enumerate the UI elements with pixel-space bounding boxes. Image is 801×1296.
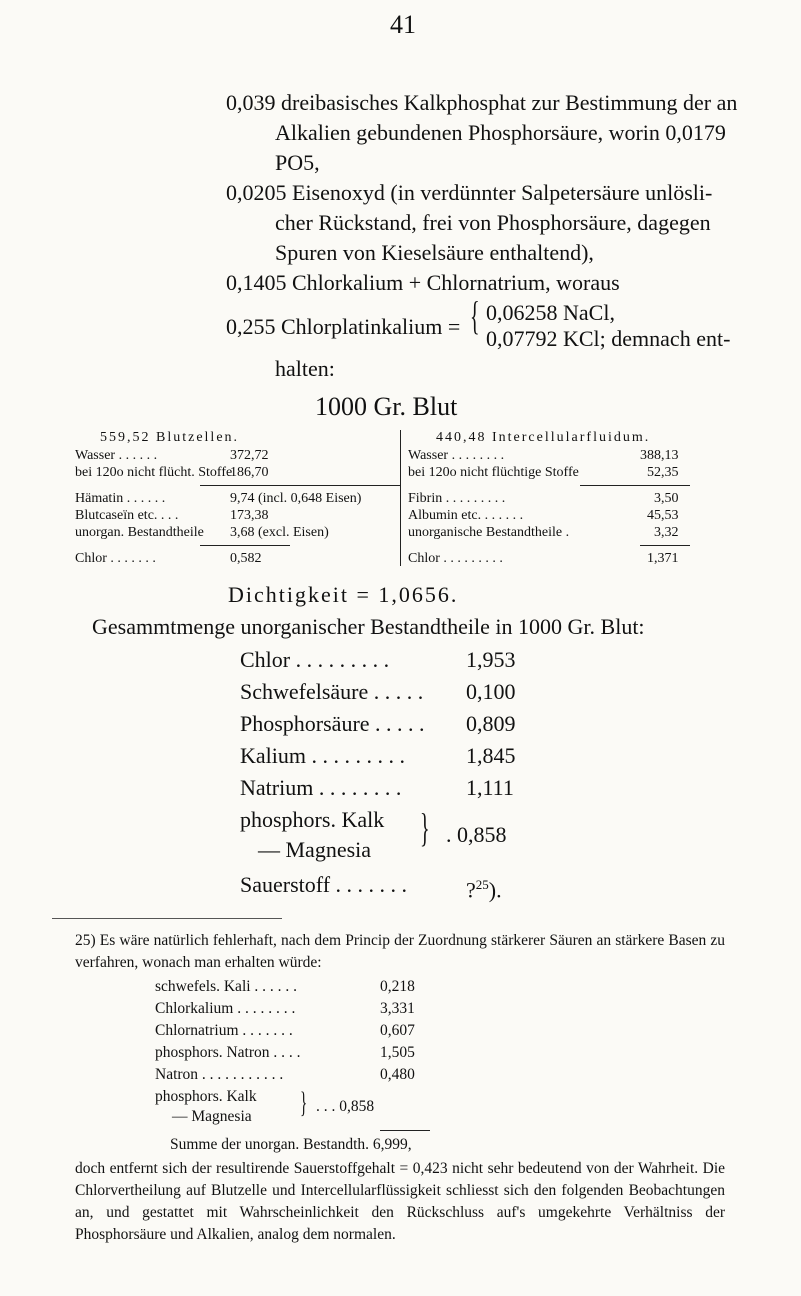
fn-label: Chlorkalium . . . . . . . .: [155, 1000, 296, 1017]
table-cell: bei 120o nicht flüchtige Stoffe: [408, 465, 579, 480]
fn-value: 1,505: [380, 1044, 415, 1061]
fn-phos-value: . . . 0,858: [316, 1098, 375, 1115]
table-cell: 3,68 (excl. Eisen): [230, 525, 329, 540]
text-line: PO5,: [275, 150, 320, 175]
sum-rule: [380, 1130, 430, 1131]
density-line: Dichtigkeit = 1,0656.: [228, 582, 459, 607]
footnote-ref: 25: [475, 877, 489, 892]
table-right-title: 440,48 Intercellularfluidum.: [436, 430, 651, 445]
totals-heading: Gesammtmenge unorganischer Bestandtheile in 1000 Gr. Blut:: [92, 614, 645, 639]
oxygen-tail: ).: [488, 877, 502, 903]
oxygen-label: Sauerstoff . . . . . . .: [240, 872, 408, 897]
fn-label: phosphors. Natron . . . .: [155, 1044, 301, 1061]
table-divider: [400, 430, 401, 566]
brace-icon: }: [420, 805, 430, 850]
totals-value: 1,953: [466, 647, 516, 672]
totals-value: 1,845: [466, 743, 516, 768]
chlorplatin-upper: 0,06258 NaCl,: [486, 300, 615, 325]
fn-value: 3,331: [380, 1000, 415, 1017]
oxygen-q: ?: [466, 877, 476, 903]
fn-value: 0,607: [380, 1022, 415, 1039]
table-rule: [580, 485, 690, 486]
text-line: cher Rückstand, frei von Phosphorsäure, dagegen: [275, 210, 711, 235]
footnote-intro: 25) Es wäre natürlich fehlerhaft, nach dem Princip der Zuordnung stärkerer Säuren an stärkere Basen zu verfahren, wonach man erhalten würde:: [75, 932, 725, 971]
table-cell: unorganische Bestandtheile .: [408, 525, 570, 540]
page-number: 41: [390, 10, 416, 39]
footnote-end: doch entfernt sich der resultirende Sauerstoffgehalt = 0,423 nicht sehr bedeutend von der Wahrheit. Die Chlorvertheilung auf Blutzelle und Intercellularflüssigkeit schliesst sich den folgenden Beobachtungen an, und gestattet mit Wahrscheinlichkeit den Rückschluss auf's umgekehrte Verhältniss der Phosphorsäure und Alkalien, analog dem normalen.: [75, 1160, 725, 1243]
table-cell: Wasser . . . . . . . .: [408, 448, 505, 463]
totals-value: 0,100: [466, 679, 516, 704]
totals-label: Kalium . . . . . . . . .: [240, 743, 405, 768]
table-rule: [200, 545, 290, 546]
table-cell: Fibrin . . . . . . . . .: [408, 491, 506, 506]
table-cell: Albumin etc. . . . . . .: [408, 508, 524, 523]
chlorplatin-lower: 0,07792 KCl; demnach ent-: [486, 326, 731, 351]
table-cell: Blutcaseïn etc. . . .: [75, 508, 179, 523]
oxygen-value: [466, 870, 502, 905]
totals-phos-line1: phosphors. Kalk: [240, 807, 385, 832]
table-cell: 45,53: [647, 508, 679, 523]
fn-label: Chlornatrium . . . . . . .: [155, 1022, 293, 1039]
table-cell: 186,70: [230, 465, 269, 480]
totals-label: Schwefelsäure . . . . .: [240, 679, 424, 704]
table-cell: Wasser . . . . . .: [75, 448, 158, 463]
table-rule: [640, 545, 690, 546]
totals-value: 1,111: [466, 775, 514, 800]
table-cell: 9,74 (incl. 0,648 Eisen): [230, 491, 362, 506]
table-cell: 388,13: [640, 448, 679, 463]
brace-icon: {: [470, 293, 480, 338]
totals-value: 0,809: [466, 711, 516, 736]
table-cell: 3,32: [654, 525, 679, 540]
totals-label: Chlor . . . . . . . . .: [240, 647, 390, 672]
fn-phos-line1: phosphors. Kalk: [155, 1088, 257, 1105]
footnote-rule: [52, 918, 282, 919]
table-cell: unorgan. Bestandtheile: [75, 525, 204, 540]
text-line: 0,039 dreibasisches Kalkphosphat zur Bestimmung der an: [226, 90, 738, 115]
text-line: Spuren von Kieselsäure enthaltend),: [275, 240, 594, 265]
table-cell: Chlor . . . . . . . . .: [408, 551, 503, 566]
table-cell: 1,371: [647, 551, 679, 566]
fn-label: schwefels. Kali . . . . . .: [155, 978, 298, 995]
text-line: 0,0205 Eisenoxyd (in verdünnter Salpetersäure unlösli-: [226, 180, 713, 205]
table-cell: 372,72: [230, 448, 269, 463]
table-rule: [200, 485, 400, 486]
totals-label: Natrium . . . . . . . .: [240, 775, 402, 800]
table-cell: 173,38: [230, 508, 269, 523]
text-line: 0,1405 Chlorkalium + Chlornatrium, woraus: [226, 270, 620, 295]
fn-label: Natron . . . . . . . . . . .: [155, 1066, 284, 1083]
totals-phos-line2: — Magnesia: [258, 837, 372, 862]
fn-value: 0,480: [380, 1066, 415, 1083]
table-cell: Chlor . . . . . . .: [75, 551, 156, 566]
totals-phos-value: . 0,858: [446, 822, 507, 847]
brace-icon: }: [300, 1086, 308, 1119]
table-cell: 0,582: [230, 551, 262, 566]
fn-phos-line2: — Magnesia: [172, 1108, 252, 1125]
fn-value: 0,218: [380, 978, 415, 995]
table-cell: 3,50: [654, 491, 679, 506]
chlorplatin-cont: halten:: [275, 356, 335, 381]
text-line: Alkalien gebundenen Phosphorsäure, worin 0,0179: [275, 120, 726, 145]
table-cell: 52,35: [647, 465, 679, 480]
table-left-title: 559,52 Blutzellen.: [100, 430, 240, 445]
chlorplatin-left: 0,255 Chlorplatinkalium =: [226, 314, 461, 339]
table-cell: Hämatin . . . . . .: [75, 491, 166, 506]
table-cell: bei 120o nicht flücht. Stoffe: [75, 465, 233, 480]
blood-heading: 1000 Gr. Blut: [315, 392, 458, 421]
fn-sum: Summe der unorgan. Bestandth. 6,999,: [170, 1136, 412, 1153]
totals-label: Phosphorsäure . . . . .: [240, 711, 425, 736]
